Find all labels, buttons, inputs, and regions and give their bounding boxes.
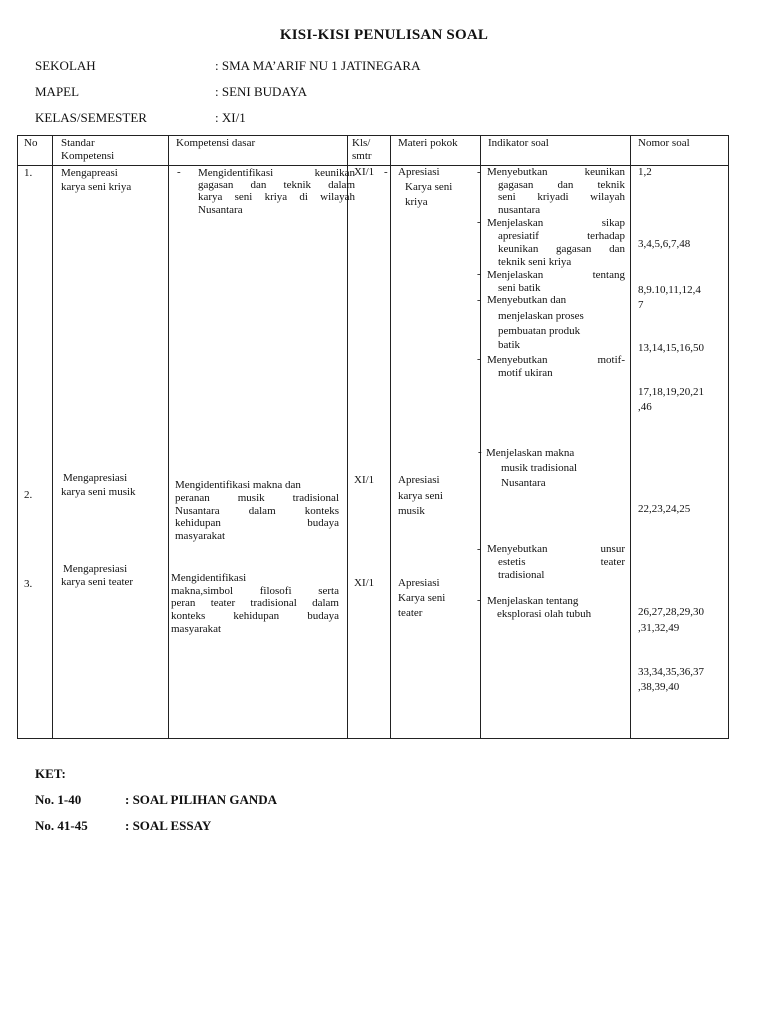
row1-indikator-line: nusantara: [498, 204, 541, 216]
row3-indikator-line: tradisional: [498, 569, 545, 581]
row1-indikator-line: menjelaskan proses: [498, 310, 584, 322]
bullet-dash: -: [477, 353, 481, 365]
ket-label: KET:: [35, 766, 66, 781]
row1-indikator-line: gagasan dan teknik: [498, 179, 625, 191]
row1-nomor: 13,14,15,16,50: [638, 342, 704, 354]
row2-indikator-line: Menjelaskan makna: [486, 447, 575, 459]
row3-indikator-line: Menjelaskan tentang: [487, 595, 579, 607]
document-title: KISI-KISI PENULISAN SOAL: [279, 27, 489, 43]
row3-materi-line: Karya seni: [398, 592, 446, 604]
row3-kd-line: konteks kehidupan budaya: [171, 610, 339, 622]
row3-sk-line: karya seni teater: [61, 576, 134, 588]
bullet-dash: -: [477, 294, 481, 306]
row1-indikator-line: keunikan gagasan dan: [498, 243, 625, 255]
column-divider: [347, 135, 348, 739]
row3-materi-line: Apresiasi: [398, 577, 440, 589]
row1-sk-line: Mengapreasi: [61, 167, 118, 179]
row1-indikator-line: apresiatif terhadap: [498, 230, 625, 242]
row1-nomor: ,46: [638, 401, 652, 413]
row2-kls: XI/1: [354, 474, 375, 486]
row3-kd-line: masyarakat: [171, 623, 222, 635]
row1-indikator-line: Menyebutkan keunikan: [487, 166, 625, 178]
row3-nomor: ,38,39,40: [638, 681, 680, 693]
row1-kd-line: gagasan dan teknik dalam: [198, 179, 355, 191]
header-standar: Standar: [61, 137, 95, 149]
row1-indikator-line: Menjelaskan sikap: [487, 217, 625, 229]
row2-materi-line: karya seni: [398, 490, 443, 502]
row1-kd-line: karya seni kriya di wilayah: [198, 191, 355, 203]
sekolah-value: : SMA MA’ARIF NU 1 JATINEGARA: [215, 58, 421, 73]
header-no: No: [24, 137, 38, 149]
row1-indikator-line: batik: [498, 339, 520, 351]
bullet-dash: -: [384, 166, 388, 178]
row3-kd-line: Mengidentifikasi: [171, 572, 247, 584]
row1-materi-line: Karya seni: [405, 181, 453, 193]
kelas-label: KELAS/SEMESTER: [35, 110, 147, 125]
row1-kd-line: Mengidentifikasi keunikan: [198, 167, 355, 179]
bullet-dash: -: [477, 166, 481, 178]
row3-no: 3.: [24, 578, 33, 590]
column-divider: [630, 135, 631, 739]
row1-indikator-line: pembuatan produk: [498, 325, 581, 337]
row3-nomor: ,31,32,49: [638, 622, 680, 634]
row1-nomor: 17,18,19,20,21: [638, 386, 704, 398]
ket-text-2: : SOAL ESSAY: [125, 818, 212, 833]
row1-sk-line: karya seni kriya: [61, 181, 132, 193]
row1-nomor: 7: [638, 299, 644, 311]
row3-sk-line: Mengapresiasi: [63, 563, 128, 575]
header-smtr: smtr: [352, 150, 372, 162]
bullet-dash: -: [177, 166, 181, 178]
row1-materi-line: kriya: [405, 196, 428, 208]
row1-nomor: 1,2: [638, 166, 652, 178]
row2-kd-line: Nusantara dalam konteks: [175, 505, 339, 517]
row1-indikator-line: Menyebutkan dan: [487, 294, 567, 306]
bullet-dash: -: [477, 543, 481, 555]
header-kls: Kls/: [352, 137, 371, 149]
row2-materi-line: musik: [398, 505, 425, 517]
row1-indikator-line: seni batik: [498, 282, 541, 294]
row2-no: 2.: [24, 489, 33, 501]
row3-nomor: 26,27,28,29,30: [638, 606, 704, 618]
header-kompetensi: Kompetensi: [61, 150, 115, 162]
header-kompetensi-dasar: Kompetensi dasar: [176, 137, 256, 149]
row3-kls: XI/1: [354, 577, 375, 589]
row1-kd-line: Nusantara: [198, 204, 243, 216]
row2-kd-line: masyarakat: [175, 530, 226, 542]
row2-sk-line: karya seni musik: [61, 486, 136, 498]
row2-nomor: 22,23,24,25: [638, 503, 691, 515]
row1-kls: XI/1: [354, 166, 375, 178]
header-nomor-soal: Nomor soal: [638, 137, 690, 149]
bullet-dash: -: [477, 268, 481, 280]
bullet-dash: -: [478, 446, 482, 458]
row3-nomor: 33,34,35,36,37: [638, 666, 704, 678]
column-divider: [52, 135, 53, 739]
bullet-dash: -: [477, 594, 481, 606]
row2-sk-line: Mengapresiasi: [63, 472, 128, 484]
mapel-label: MAPEL: [35, 84, 80, 99]
row2-kd-line: Mengidentifikasi makna dan: [175, 479, 301, 491]
row2-materi-line: Apresiasi: [398, 474, 440, 486]
row2-indikator-line: Nusantara: [501, 477, 546, 489]
ket-no-range-1: No. 1-40: [35, 792, 82, 807]
row3-indikator-line: Menyebutkan unsur: [487, 543, 625, 555]
row2-indikator-line: musik tradisional: [501, 462, 578, 474]
row3-kd-line: makna,simbol filosofi serta: [171, 585, 339, 597]
mapel-value: : SENI BUDAYA: [215, 84, 307, 99]
bullet-dash: -: [477, 216, 481, 228]
row1-nomor: 3,4,5,6,7,48: [638, 238, 691, 250]
kelas-value: : XI/1: [215, 110, 246, 125]
row1-no: 1.: [24, 167, 33, 179]
row1-indikator-line: Menyebutkan motif-: [487, 354, 625, 366]
row3-indikator-line: estetis teater: [498, 556, 625, 568]
header-indikator-soal: Indikator soal: [488, 137, 549, 149]
row1-materi-line: Apresiasi: [398, 166, 440, 178]
row1-indikator-line: Menjelaskan tentang: [487, 269, 625, 281]
ket-no-range-2: No. 41-45: [35, 818, 88, 833]
row2-kd-line: kehidupan budaya: [175, 517, 339, 529]
column-divider: [168, 135, 169, 739]
column-divider: [390, 135, 391, 739]
header-materi-pokok: Materi pokok: [398, 137, 458, 149]
ket-text-1: : SOAL PILIHAN GANDA: [125, 792, 278, 807]
row1-nomor: 8,9.10,11,12,4: [638, 284, 701, 296]
row1-indikator-line: seni kriyadi wilayah: [498, 191, 625, 203]
row1-indikator-line: motif ukiran: [498, 367, 553, 379]
row3-indikator-line: eksplorasi olah tubuh: [497, 608, 592, 620]
row3-kd-line: peran teater tradisional dalam: [171, 597, 339, 609]
row3-materi-line: teater: [398, 607, 423, 619]
sekolah-label: SEKOLAH: [35, 58, 96, 73]
row1-indikator-line: teknik seni kriya: [498, 256, 572, 268]
row2-kd-line: peranan musik tradisional: [175, 492, 339, 504]
